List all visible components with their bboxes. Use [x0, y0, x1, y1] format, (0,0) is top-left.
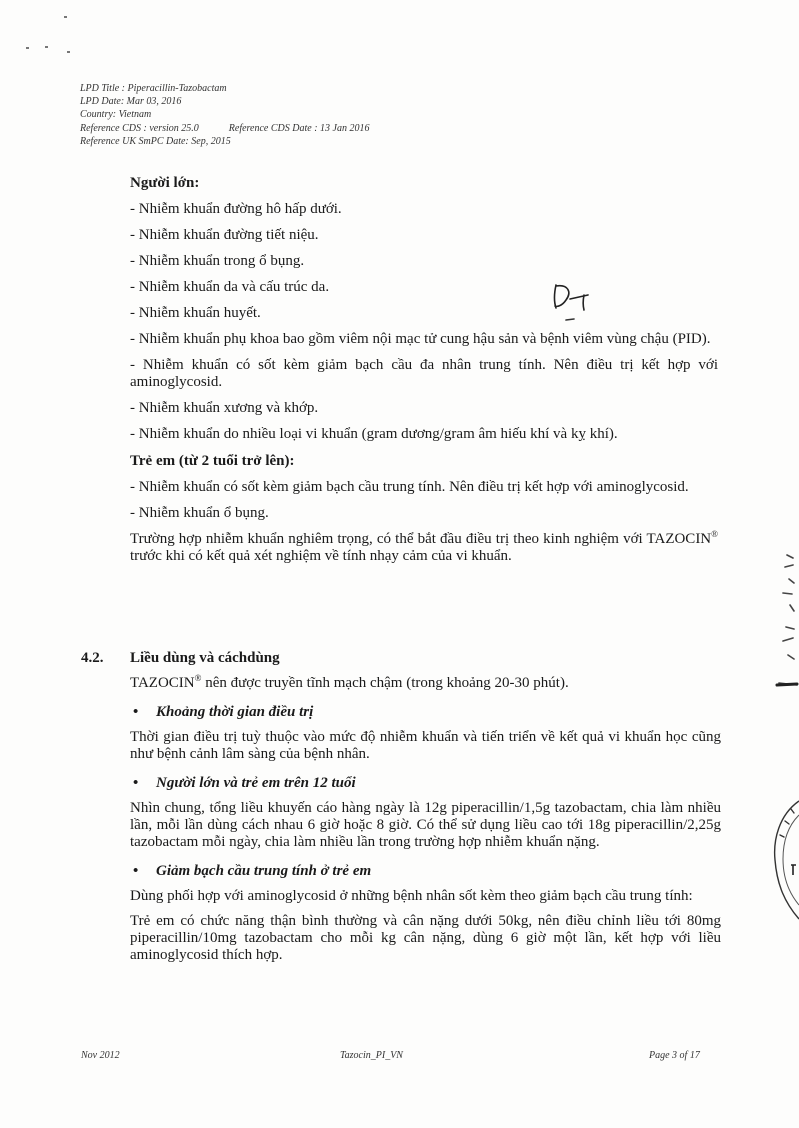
footer-document-id: Tazocin_PI_VN — [340, 1050, 403, 1061]
section-heading — [81, 650, 721, 667]
child-item: - Nhiễm khuẩn có sốt kèm giảm bạch cầu trung tính. Nên điều trị kết hợp với aminoglycosid. — [130, 479, 689, 495]
scan-speck — [45, 46, 48, 48]
section-title: Liều dùng và cáchdùng — [130, 650, 280, 666]
adult-item: - Nhiễm khuẩn do nhiều loại vi khuẩn (gram dương/gram âm hiếu khí và kỵ khí). — [130, 426, 618, 442]
footer-page-number: Page 3 of 17 — [649, 1050, 700, 1061]
indications-content — [130, 175, 718, 565]
children-heading: Trẻ em (từ 2 tuổi trở lên): — [130, 453, 295, 469]
infusion-intro: TAZOCIN® nên được truyền tĩnh mạch chậm (trong khoảng 20-30 phút). — [130, 673, 569, 691]
handwritten-initial — [550, 282, 598, 328]
paragraph: Dùng phối hợp với aminoglycosid ở những bệnh nhân sốt kèm theo giảm bạch cầu trung tính: — [130, 888, 693, 904]
bullet-adults-children-over-12 — [130, 775, 721, 792]
severe-infection-note: Trường hợp nhiễm khuẩn nghiêm trọng, có thể bắt đầu điều trị theo kinh nghiệm với TAZOCIN® trước khi có kết quả xét nghiệm về tính nhạy cảm của vi khuẩn. — [130, 529, 718, 564]
reference-cds-date: Reference CDS Date : 13 Jan 2016 — [228, 122, 370, 134]
stamp-fragment — [759, 545, 799, 705]
bullet-dot-icon: • — [133, 863, 139, 879]
adult-item: - Nhiễm khuẩn huyết. — [130, 305, 261, 321]
reference-cds: Reference CDS : version 25.0 — [80, 122, 199, 134]
scan-speck — [26, 47, 29, 49]
footer-date: Nov 2012 — [81, 1050, 120, 1061]
bullet-dot-icon: • — [133, 775, 139, 791]
country: Country: Vietnam — [80, 109, 152, 121]
adult-item: - Nhiễm khuẩn da và cấu trúc da. — [130, 279, 330, 295]
round-stamp-fragment — [769, 795, 799, 925]
bullet-treatment-duration — [130, 704, 721, 721]
lpd-date: LPD Date: Mar 03, 2016 — [80, 96, 182, 108]
reference-cds-row — [80, 122, 369, 135]
bullet-title: Người lớn và trẻ em trên 12 tuổi — [156, 775, 356, 791]
adults-heading: Người lớn: — [130, 175, 200, 191]
scan-speck — [64, 16, 67, 18]
registered-mark: ® — [711, 529, 718, 539]
adult-item: - Nhiễm khuẩn xương và khớp. — [130, 400, 319, 416]
dosage-section — [81, 650, 721, 964]
paragraph: Nhìn chung, tổng liều khuyến cáo hàng ngày là 12g piperacillin/1,5g tazobactam, chia làm nhiều lần, mỗi lần dùng cách nhau 6 giờ hoặc 8 giờ. Có thể sử dụng liều cao tới 18g piperacillin/2,25g tazobactam mỗi ngày, chia làm nhiều lần trong trường hợp nhiễm khuẩn nặng. — [130, 800, 721, 850]
scan-speck — [67, 51, 70, 53]
paragraph: Trẻ em có chức năng thận bình thường và cân nặng dưới 50kg, nên điều chỉnh liều tới 80mg piperacillin/10mg tazobactam cho mỗi kg cân nặng, dùng 6 giờ một lần, kết hợp với liều aminoglycosid thích hợp. — [130, 913, 721, 963]
document-control-header — [80, 82, 369, 148]
bullet-dot-icon: • — [133, 704, 139, 720]
bullet-title: Khoảng thời gian điều trị — [156, 704, 314, 720]
registered-mark: ® — [194, 673, 202, 683]
lpd-title: LPD Title : Piperacillin-Tazobactam — [80, 83, 227, 94]
adult-item: - Nhiễm khuẩn phụ khoa bao gồm viêm nội mạc tử cung hậu sản và bệnh viêm vùng chậu (PID). — [130, 331, 711, 347]
bullet-title: Giảm bạch cầu trung tính ở trẻ em — [156, 863, 372, 879]
adult-item: - Nhiễm khuẩn có sốt kèm giảm bạch cầu đa nhân trung tính. Nên điều trị kết hợp với aminoglycosid. — [130, 357, 718, 390]
section-body — [130, 675, 721, 964]
adult-item: - Nhiễm khuẩn trong ổ bụng. — [130, 253, 305, 269]
adult-item: - Nhiễm khuẩn đường tiết niệu. — [130, 227, 319, 243]
adult-item: - Nhiễm khuẩn đường hô hấp dưới. — [130, 201, 342, 217]
child-item: - Nhiễm khuẩn ổ bụng. — [130, 505, 269, 521]
bullet-pediatric-neutropenia — [130, 863, 721, 880]
paragraph: Thời gian điều trị tuỳ thuộc vào mức độ nhiễm khuẩn và tiến triển về kết quả vi khuẩn học cũng như bệnh cảnh lâm sàng của bệnh nhân. — [130, 729, 721, 762]
section-number: 4.2. — [81, 650, 104, 666]
reference-smpc: Reference UK SmPC Date: Sep, 2015 — [80, 135, 231, 147]
